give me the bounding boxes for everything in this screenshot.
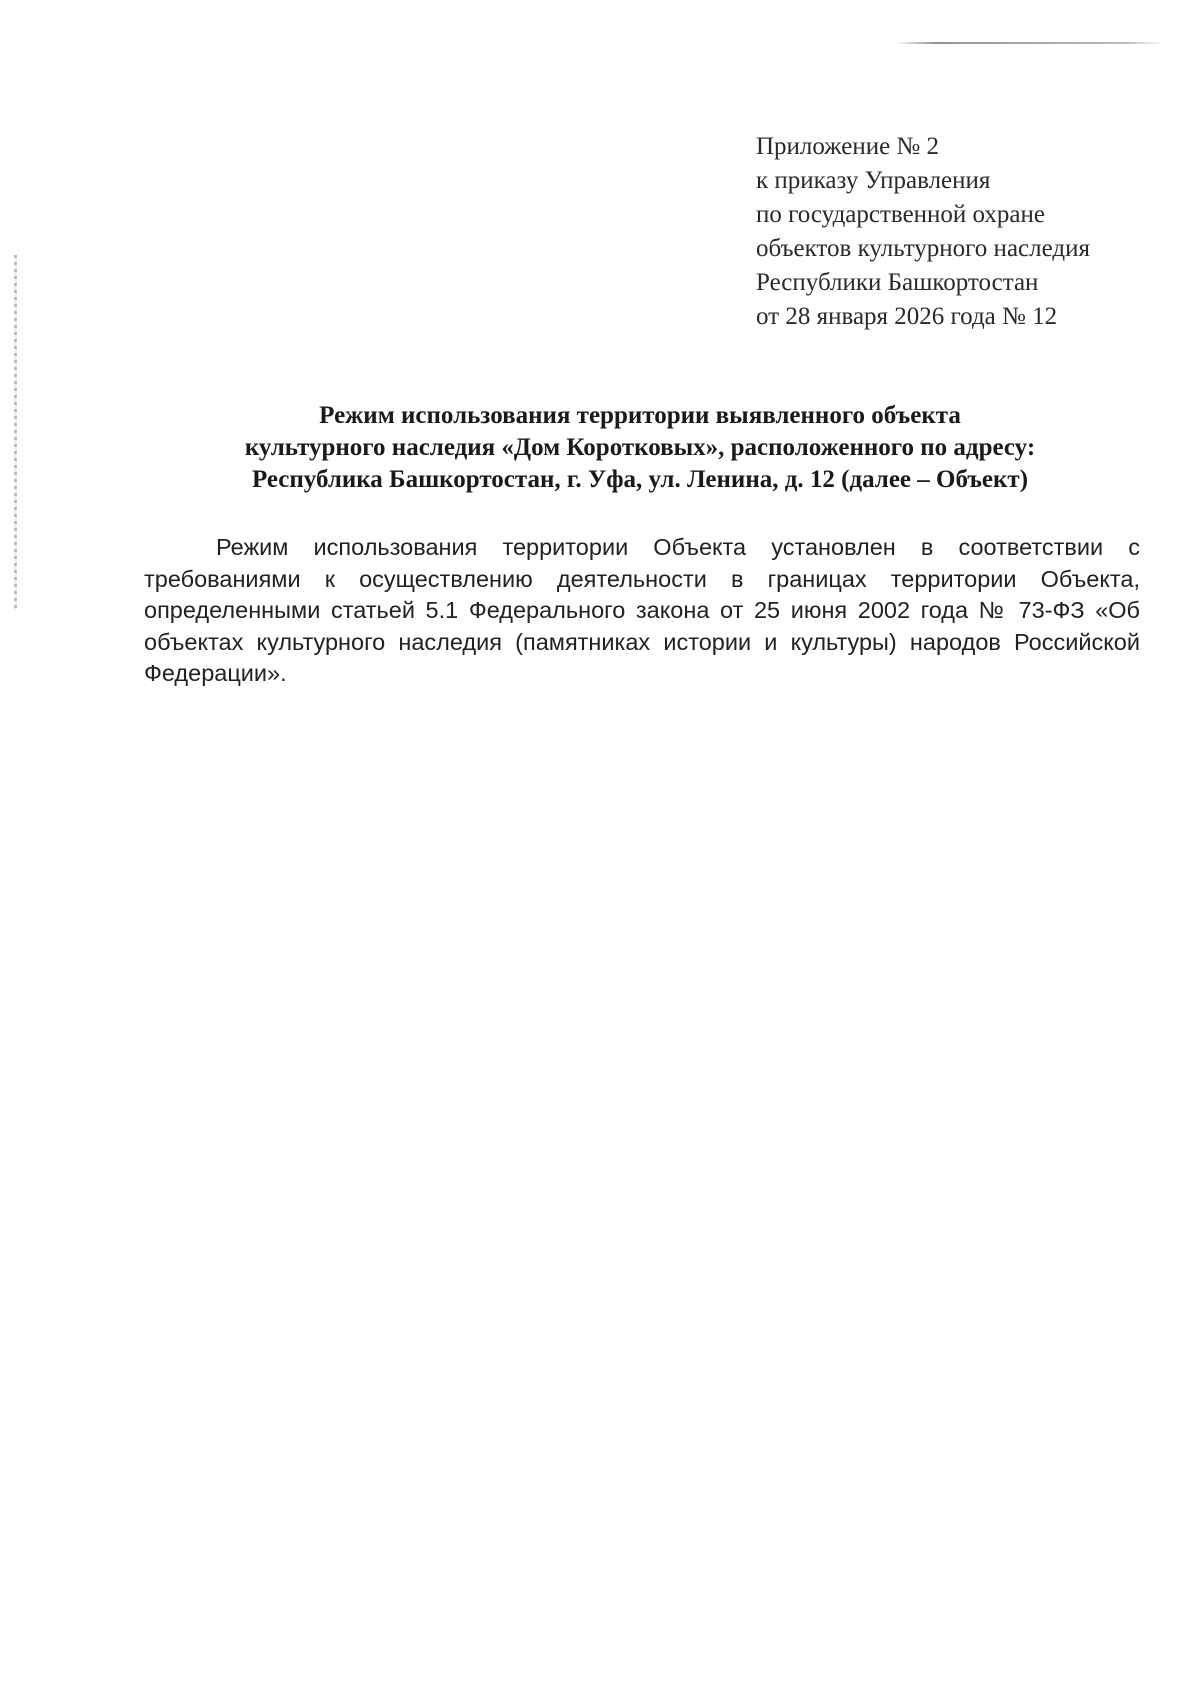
scan-artifact-line — [895, 42, 1165, 44]
body-paragraph: Режим использования территории Объекта установлен в соответствии с требованиями к осуществлению деятельности в границах территории Объекта, определенными статьей 5.1 Федерального закона от 25 июня 2002 года № 73-ФЗ «Об объектах культурного наследия (памятниках истории и культуры) народов Российской Федерации». — [144, 534, 1140, 686]
title-line: Режим использования территории выявленного объекта — [319, 402, 961, 429]
title-line: культурного наследия «Дом Коротковых», расположенного по адресу: — [244, 434, 1036, 461]
appendix-line: объектов культурного наследия — [756, 235, 1090, 262]
appendix-line: к приказу Управления — [756, 167, 991, 194]
title-line: Республика Башкортостан, г. Уфа, ул. Ленина, д. 12 (далее – Объект) — [251, 466, 1029, 493]
appendix-line: по государственной охране — [756, 201, 1046, 228]
appendix-block — [756, 130, 1176, 334]
scan-artifact-edge — [14, 255, 17, 610]
appendix-line: Приложение № 2 — [756, 133, 940, 160]
appendix-line: Республики Башкортостан — [756, 269, 1039, 296]
document-title — [140, 400, 1140, 496]
appendix-line: от 28 января 2026 года № 12 — [756, 303, 1058, 330]
